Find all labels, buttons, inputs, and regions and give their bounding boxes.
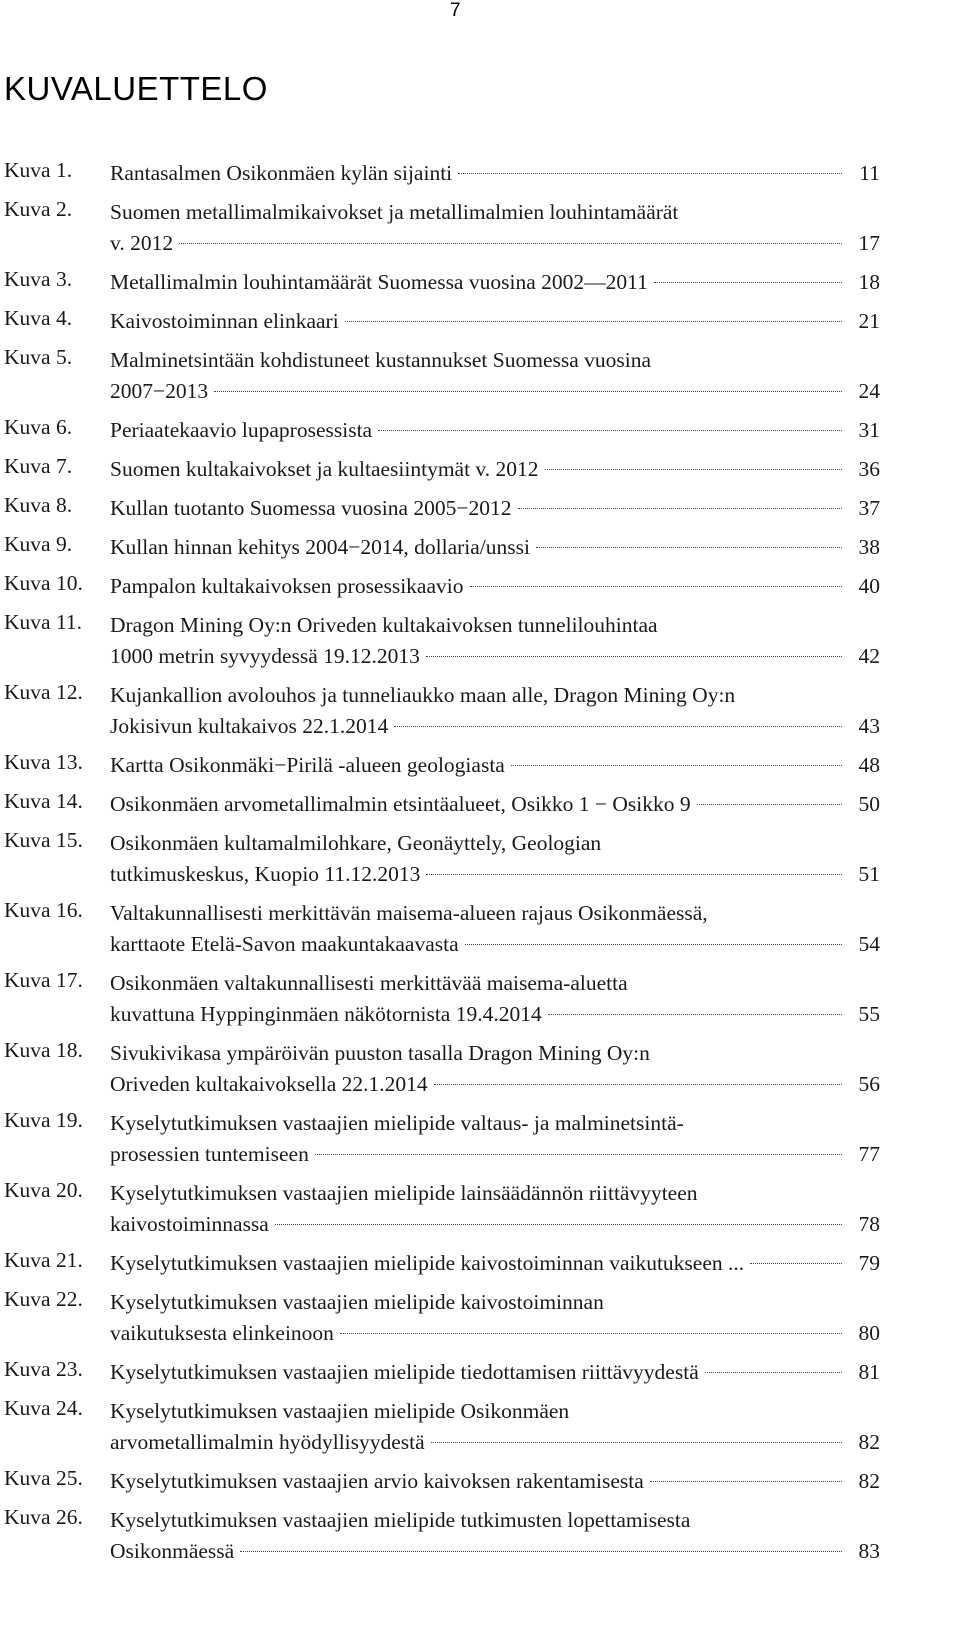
dot-leader [345, 321, 842, 322]
figure-number: Kuva 8. [4, 493, 73, 517]
figure-title: Osikonmäen arvometallimalmin etsintäalueet, Osikko 1 − Osikko 9 [110, 792, 691, 816]
page-reference: 82 [858, 1469, 880, 1493]
dot-leader [470, 586, 843, 587]
toc-entry[interactable] [0, 1505, 960, 1567]
figure-title: Kyselytutkimuksen vastaajien arvio kaivoksen rakentamisesta [110, 1469, 644, 1493]
page-reference: 43 [858, 714, 880, 738]
dot-leader [275, 1224, 842, 1225]
dot-leader [434, 1084, 842, 1085]
page-title: KUVALUETTELO [4, 70, 268, 107]
figure-title: Suomen metallimalmikaivokset ja metallimalmien louhintamäärät [110, 200, 679, 224]
page-reference: 55 [858, 1002, 880, 1026]
figure-number: Kuva 13. [4, 750, 83, 774]
page-reference: 77 [858, 1142, 880, 1166]
dot-leader [340, 1333, 842, 1334]
figure-number: Kuva 11. [4, 610, 83, 634]
page-number: 7 [450, 0, 461, 21]
toc-entry[interactable] [0, 968, 960, 1030]
dot-leader [179, 243, 842, 244]
figure-title: Dragon Mining Oy:n Oriveden kultakaivoksen tunnelilouhintaa [110, 613, 658, 637]
figure-number: Kuva 21. [4, 1248, 83, 1272]
figure-title: Osikonmäen kultamalmilohkare, Geonäyttely, Geologian [110, 831, 602, 855]
toc-entry[interactable] [0, 267, 960, 298]
figure-title: arvometallimalmin hyödyllisyydestä [110, 1430, 425, 1454]
figure-number: Kuva 25. [4, 1466, 83, 1490]
toc-entry[interactable] [0, 532, 960, 563]
figure-number: Kuva 15. [4, 828, 83, 852]
page-reference: 82 [858, 1430, 880, 1454]
figure-title: 1000 metrin syvyydessä 19.12.2013 [110, 644, 420, 668]
toc-entry[interactable] [0, 1108, 960, 1170]
dot-leader [315, 1154, 842, 1155]
figure-number: Kuva 24. [4, 1396, 83, 1420]
figure-number: Kuva 14. [4, 789, 83, 813]
toc-entry[interactable] [0, 1396, 960, 1458]
page-reference: 24 [858, 379, 880, 403]
figure-title: Malminetsintään kohdistuneet kustannukset Suomessa vuosina [110, 348, 652, 372]
figure-title: Pampalon kultakaivoksen prosessikaavio [110, 574, 464, 598]
toc-entry[interactable] [0, 197, 960, 259]
toc-entry[interactable] [0, 610, 960, 672]
toc-entry[interactable] [0, 750, 960, 781]
dot-leader [214, 391, 842, 392]
figure-title: Kyselytutkimuksen vastaajien mielipide Osikonmäen [110, 1399, 570, 1423]
figure-list [0, 158, 960, 1575]
dot-leader [750, 1263, 842, 1264]
figure-title: prosessien tuntemiseen [110, 1142, 309, 1166]
dot-leader [536, 547, 842, 548]
page-reference: 42 [858, 644, 880, 668]
figure-title: Valtakunnallisesti merkittävän maisema-alueen rajaus Osikonmäessä, [110, 901, 708, 925]
figure-number: Kuva 23. [4, 1357, 83, 1381]
page-reference: 11 [859, 161, 880, 185]
toc-entry[interactable] [0, 454, 960, 485]
page-reference: 81 [858, 1360, 880, 1384]
dot-leader [394, 726, 842, 727]
toc-entry[interactable] [0, 306, 960, 337]
page-reference: 83 [858, 1539, 880, 1563]
toc-entry[interactable] [0, 898, 960, 960]
dot-leader [654, 282, 842, 283]
figure-title: Kaivostoiminnan elinkaari [110, 309, 339, 333]
dot-leader [458, 173, 842, 174]
toc-entry[interactable] [0, 345, 960, 407]
figure-title: Kullan tuotanto Suomessa vuosina 2005−2012 [110, 496, 512, 520]
toc-entry[interactable] [0, 571, 960, 602]
figure-title: Kullan hinnan kehitys 2004−2014, dollaria/unssi [110, 535, 530, 559]
toc-entry[interactable] [0, 1178, 960, 1240]
toc-entry[interactable] [0, 415, 960, 446]
dot-leader [426, 656, 842, 657]
figure-title: Kyselytutkimuksen vastaajien mielipide kaivostoiminnan vaikutukseen ... [110, 1251, 745, 1275]
figure-title: Osikonmäessä [110, 1539, 235, 1563]
figure-title: Kyselytutkimuksen vastaajien mielipide tutkimusten lopettamisesta [110, 1508, 691, 1532]
figure-title: Kujankallion avolouhos ja tunneliaukko maan alle, Dragon Mining Oy:n [110, 683, 736, 707]
figure-title: kuvattuna Hyppinginmäen näkötornista 19.4.2014 [110, 1002, 542, 1026]
page-reference: 18 [858, 270, 880, 294]
figure-number: Kuva 16. [4, 898, 83, 922]
figure-title: Kyselytutkimuksen vastaajien mielipide valtaus- ja malminetsintä- [110, 1111, 684, 1135]
dot-leader [650, 1481, 842, 1482]
page-reference: 80 [858, 1321, 880, 1345]
figure-title: 2007−2013 [110, 379, 209, 403]
page-reference: 31 [858, 418, 880, 442]
toc-entry[interactable] [0, 680, 960, 742]
dot-leader [705, 1372, 842, 1373]
figure-title: Periaatekaavio lupaprosessista [110, 418, 373, 442]
figure-number: Kuva 18. [4, 1038, 83, 1062]
figure-title: v. 2012 [110, 231, 174, 255]
figure-number: Kuva 17. [4, 968, 83, 992]
figure-number: Kuva 5. [4, 345, 73, 369]
figure-title: Osikonmäen valtakunnallisesti merkittävää maisema-aluetta [110, 971, 628, 995]
page-reference: 48 [858, 753, 880, 777]
figure-number: Kuva 7. [4, 454, 73, 478]
figure-title: Metallimalmin louhintamäärät Suomessa vuosina 2002—2011 [110, 270, 648, 294]
figure-title: Oriveden kultakaivoksella 22.1.2014 [110, 1072, 428, 1096]
dot-leader [697, 804, 842, 805]
dot-leader [431, 1442, 842, 1443]
dot-leader [548, 1014, 842, 1015]
figure-title: Kyselytutkimuksen vastaajien mielipide kaivostoiminnan [110, 1290, 604, 1314]
dot-leader [511, 765, 842, 766]
page-reference: 50 [858, 792, 880, 816]
figure-number: Kuva 22. [4, 1287, 83, 1311]
toc-entry[interactable] [0, 1357, 960, 1388]
figure-number: Kuva 2. [4, 197, 73, 221]
figure-number: Kuva 19. [4, 1108, 83, 1132]
figure-number: Kuva 10. [4, 571, 83, 595]
figure-number: Kuva 9. [4, 532, 73, 556]
page-reference: 79 [858, 1251, 880, 1275]
figure-title: Sivukivikasa ympäröivän puuston tasalla Dragon Mining Oy:n [110, 1041, 650, 1065]
toc-entry[interactable] [0, 158, 960, 189]
figure-title: Suomen kultakaivokset ja kultaesiintymät v. 2012 [110, 457, 539, 481]
figure-title: Rantasalmen Osikonmäen kylän sijainti [110, 161, 453, 185]
dot-leader [465, 944, 842, 945]
toc-entry[interactable] [0, 1287, 960, 1349]
page-reference: 21 [858, 309, 880, 333]
figure-title: Jokisivun kultakaivos 22.1.2014 [110, 714, 389, 738]
dot-leader [378, 430, 842, 431]
dot-leader [518, 508, 843, 509]
figure-title: vaikutuksesta elinkeinoon [110, 1321, 334, 1345]
page-reference: 56 [858, 1072, 880, 1096]
figure-number: Kuva 1. [4, 158, 73, 182]
page-reference: 38 [858, 535, 880, 559]
figure-title: Kartta Osikonmäki−Pirilä -alueen geologiasta [110, 753, 505, 777]
figure-title: tutkimuskeskus, Kuopio 11.12.2013 [110, 862, 421, 886]
toc-entry[interactable] [0, 1038, 960, 1100]
page-reference: 36 [858, 457, 880, 481]
page-reference: 78 [858, 1212, 880, 1236]
figure-number: Kuva 4. [4, 306, 73, 330]
figure-number: Kuva 6. [4, 415, 73, 439]
page-reference: 54 [858, 932, 880, 956]
figure-number: Kuva 26. [4, 1505, 83, 1529]
figure-number: Kuva 12. [4, 680, 83, 704]
figure-number: Kuva 20. [4, 1178, 83, 1202]
figure-title: karttaote Etelä-Savon maakuntakaavasta [110, 932, 459, 956]
dot-leader [240, 1551, 842, 1552]
toc-entry[interactable] [0, 1466, 960, 1497]
dot-leader [426, 874, 842, 875]
dot-leader [545, 469, 842, 470]
page-reference: 51 [858, 862, 880, 886]
page-reference: 37 [858, 496, 880, 520]
page-reference: 17 [858, 231, 880, 255]
figure-title: Kyselytutkimuksen vastaajien mielipide lainsäädännön riittävyyteen [110, 1181, 698, 1205]
toc-entry[interactable] [0, 828, 960, 890]
figure-number: Kuva 3. [4, 267, 73, 291]
toc-entry[interactable] [0, 1248, 960, 1279]
page-reference: 40 [858, 574, 880, 598]
figure-title: kaivostoiminnassa [110, 1212, 269, 1236]
figure-title: Kyselytutkimuksen vastaajien mielipide tiedottamisen riittävyydestä [110, 1360, 699, 1384]
toc-entry[interactable] [0, 493, 960, 524]
toc-entry[interactable] [0, 789, 960, 820]
